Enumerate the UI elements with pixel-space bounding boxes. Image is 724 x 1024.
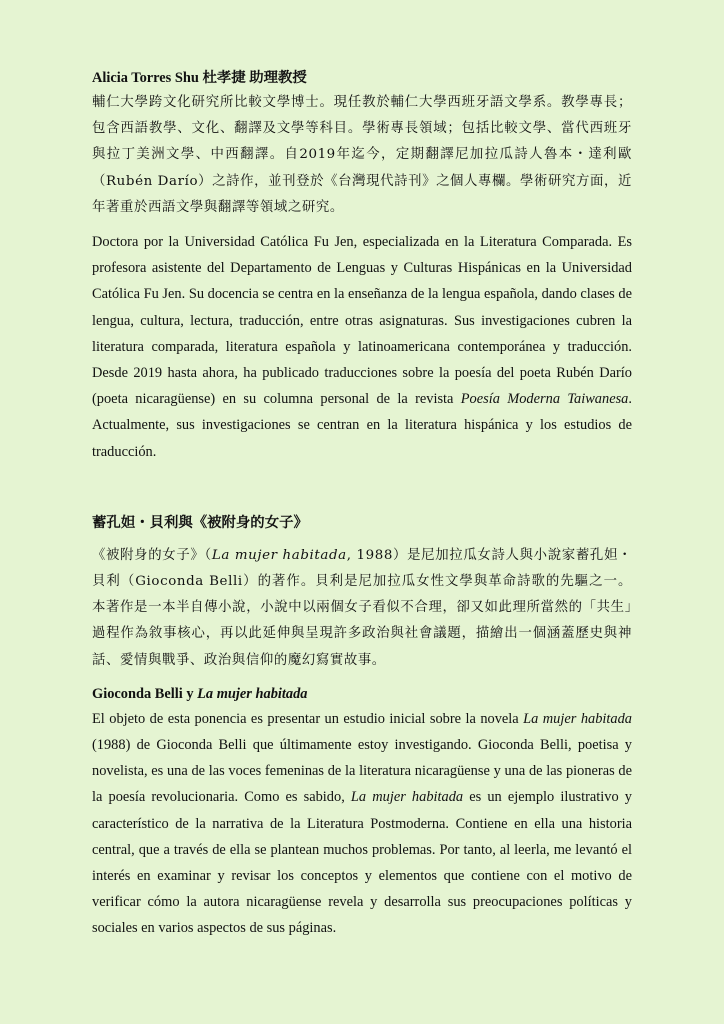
topic-zh-text-1: 《被附身的女子》（: [92, 547, 212, 563]
topic-es-text-1: El objeto de esta ponencia es presentar un estudio inicial sobre la novela: [92, 710, 524, 727]
topic-es-text-3: es un ejemplo ilustrativo y característico de la narrativa de la Literatura Postmoderna. Contiene en ella una historia central, que a través de ella se plantean muchos problemas. Por tanto, al leerla, me levantó el interés en examinar y revisar los conceptos y elementos que contiene con el motivo de verificar cómo la autora nicaragüense revela y desarrolla sus preocupaciones políticas y sociales en varios aspectos de sus páginas.: [92, 789, 632, 937]
spanish-heading-title: La mujer habitada: [197, 685, 308, 702]
novel-title-zh: La mujer habitada: [211, 547, 347, 563]
bio-chinese-paragraph: 輔仁大學跨文化研究所比較文學博士。現任教於輔仁大學西班牙語文學系。教學專長；包含西語教學、文化、翻譯及文學等科目。學術專長領域；包括比較文學、當代西班牙與拉丁美洲文學、中西翻譯。自2019年迄今，定期翻譯尼加拉瓜詩人魯本・達利歐（Rubén Darío）之詩作，並刊登於《台灣現代詩刊》之個人專欄。學術研究方面，近年著重於西語文學與翻譯等領域之研究。: [92, 95, 632, 215]
topic-zh-text-2: , 1988）是尼加拉瓜女詩人與小說家蓄孔妲・貝利（Gioconda Belli）的著作。貝利是尼加拉瓜女性文學與革命詩歌的先驅之一。本著作是一本半自傳小說，小說中以兩個女子看似不合理，卻又如此理所當然的「共生」過程作為敘事核心，再以此延伸與呈現許多政治與社會議題，描繪出一個涵蓋歷史與神話、愛情與戰爭、政治與信仰的魔幻寫實故事。: [92, 547, 632, 668]
topic-heading: 蓄孔妲・貝利與《被附身的女子》: [92, 514, 308, 531]
topic-spanish-paragraph: [92, 706, 632, 942]
novel-title-1: La mujer habitada: [523, 710, 632, 727]
topic-es-text-2: (1988) de Gioconda Belli que últimamente estoy investigando. Gioconda Belli, poetisa y novelista, es una de las voces femeninas de la literatura nicaragüense y una de las pioneras de la poesía revolucionaria. Como es sabido,: [92, 737, 632, 806]
spanish-heading-text: Gioconda Belli y: [92, 685, 198, 702]
bio-spanish-text-2: . Actualmente, sus investigaciones se centran en la literatura hispánica y los estudios de traducción.: [92, 391, 632, 460]
journal-title: Poesía Moderna Taiwanesa: [460, 391, 629, 408]
bio-spanish-paragraph: [92, 229, 632, 465]
topic-chinese-paragraph: [92, 543, 632, 674]
spanish-topic-heading: [92, 682, 632, 706]
bio-heading: Alicia Torres Shu 杜孝捷 助理教授: [92, 70, 307, 86]
bio-spanish-text-1: Doctora por la Universidad Católica Fu Jen, especializada en la Literatura Comparada. Es profesora asistente del Departamento de Lenguas y Culturas Hispánicas en la Universidad Católica Fu Jen. Su docencia se centra en la enseñanza de la lengua española, dando clases de lengua, cultura, lectura, traducción, entre otras asignaturas. Sus investigaciones cubren la literatura comparada, literatura española y latinoamericana contemporánea y traducción. Desde 2019 hasta ahora, ha publicado traducciones sobre la poesía del poeta Rubén Darío (poeta nicaragüense) en su columna personal de la revista: [92, 234, 632, 408]
novel-title-2: La mujer habitada: [350, 789, 464, 806]
